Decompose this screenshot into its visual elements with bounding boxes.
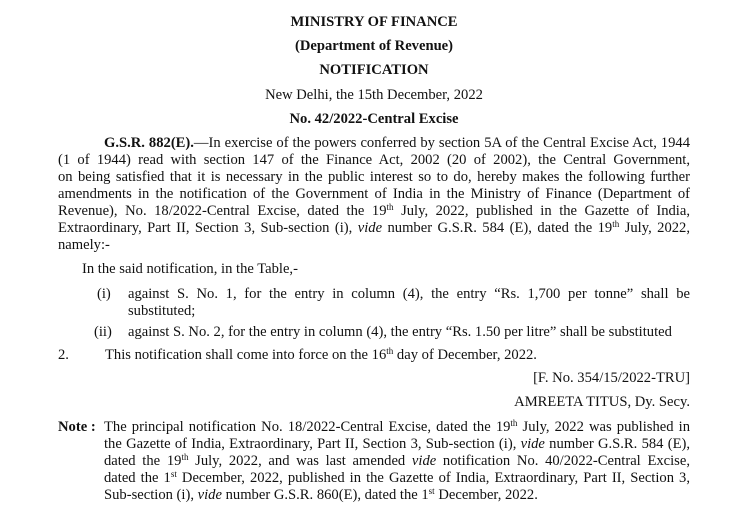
superscript: st — [428, 486, 435, 496]
text-run: Revenue), No. 18/2022-Central Excise, dated the 19 — [58, 203, 387, 219]
notification-number: No. 42/2022-Central Excise — [289, 111, 459, 127]
note-line-1 — [104, 419, 690, 436]
italic-vide: vide — [197, 487, 222, 503]
file-number: [F. No. 354/15/2022-TRU] — [533, 370, 690, 386]
preamble-line-5 — [58, 203, 690, 220]
text-run: July, 2022 was published in — [517, 419, 690, 435]
department-heading: (Department of Revenue) — [294, 38, 454, 54]
note-line-2 — [104, 436, 690, 453]
preamble-line-7: namely:- — [58, 237, 110, 253]
item-1-line-1: against S. No. 1, for the entry in column (4), the entry “Rs. 1,700 per tonne” shall be — [128, 286, 690, 302]
text-run: This notification shall come into force on the 16 — [105, 347, 387, 363]
item-number: (ii) — [94, 324, 112, 340]
note-label: Note : — [58, 419, 96, 435]
item-number: (i) — [97, 286, 111, 302]
item-2-line-1: against S. No. 2, for the entry in column (4), the entry “Rs. 1.50 per litre” shall be substituted — [128, 324, 672, 340]
text-run: notification No. 40/2022-Central Excise, — [436, 453, 690, 469]
text-run: dated the 1 — [104, 470, 171, 486]
text-run: December, 2022, published in the Gazette of India, Extraordinary, Part II, Section 3, — [176, 470, 691, 486]
gsr-number: G.S.R. 882(E). — [104, 135, 194, 151]
superscript: th — [386, 202, 394, 212]
text-run: December, 2022. — [434, 487, 538, 503]
signatory: AMREETA TITUS, Dy. Secy. — [514, 394, 690, 410]
preamble-line-6 — [58, 220, 690, 237]
item-1-line-2: substituted; — [128, 303, 196, 319]
preamble-line-3: on being satisfied that it is necessary in the public interest so to do, hereby makes the following further — [58, 169, 690, 185]
commencement-paragraph — [105, 347, 537, 364]
text-run: number G.S.R. 860(E), dated the 1 — [221, 487, 429, 503]
paragraph-number: 2. — [58, 347, 69, 363]
text-run: Sub-section (i), — [104, 487, 198, 503]
note-line-5 — [104, 487, 538, 504]
superscript: st — [170, 469, 177, 479]
preamble-line-2: (1 of 1944) read with section 147 of the Finance Act, 2002 (20 of 2002), the Central Government, — [58, 152, 690, 168]
text-run: number G.S.R. 584 (E), dated the 19 — [382, 220, 613, 236]
text-run: July, 2022, and was last amended — [188, 453, 412, 469]
text-run: The principal notification No. 18/2022-Central Excise, dated the 19 — [104, 419, 511, 435]
text-run: July, 2022, — [619, 220, 690, 236]
italic-vide: vide — [520, 436, 545, 452]
superscript: th — [612, 219, 620, 229]
ministry-heading: MINISTRY OF FINANCE — [290, 14, 458, 30]
text-run: day of December, 2022. — [393, 347, 537, 363]
text-run: the Gazette of India, Extraordinary, Part II, Section 3, Sub-section (i), — [104, 436, 521, 452]
superscript: th — [386, 346, 394, 356]
superscript: th — [510, 418, 518, 428]
text-run: dated the 19 — [104, 453, 182, 469]
text-run: July, 2022, published in the Gazette of India, — [393, 203, 690, 219]
italic-vide: vide — [357, 220, 383, 236]
note-line-4 — [104, 470, 690, 487]
notification-heading: NOTIFICATION — [319, 62, 429, 78]
italic-vide: vide — [411, 453, 437, 469]
text-run: Extraordinary, Part II, Section 3, Sub-section (i), — [58, 220, 358, 236]
text-run: number G.S.R. 584 (E), — [544, 436, 690, 452]
place-date: New Delhi, the 15th December, 2022 — [265, 87, 483, 103]
table-intro: In the said notification, in the Table,- — [82, 261, 298, 277]
preamble-line-4: amendments in the notification of the Government of India in the Ministry of Finance (Department of — [58, 186, 690, 202]
superscript: th — [181, 452, 189, 462]
preamble-text: —In exercise of the powers conferred by section 5A of the Central Excise Act, 1944 — [193, 135, 690, 151]
preamble-line-1 — [104, 135, 690, 152]
note-line-3 — [104, 453, 690, 470]
